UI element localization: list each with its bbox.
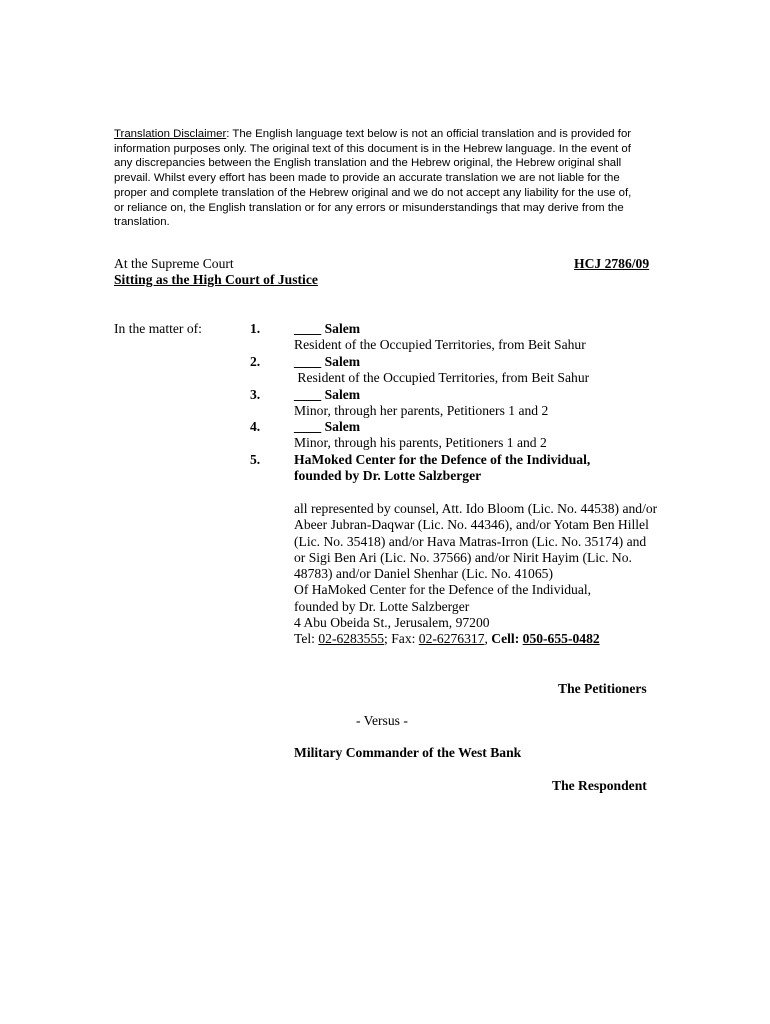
fax-label: ; Fax:: [384, 631, 419, 647]
petitioner-description: Resident of the Occupied Territories, from Beit Sahur: [294, 370, 590, 385]
petitioner-description: Resident of the Occupied Territories, from Beit Sahur: [294, 337, 586, 352]
petitioner-name: ____ Salem: [294, 387, 361, 402]
respondent-label: The Respondent: [552, 778, 647, 793]
disclaimer-text: : The English language text below is not an official translation and is provided for information purposes only. The original text of this document is in the Hebrew language. In the event of any discrepancies between the English translation and the Hebrew original, the Hebrew original shall prevail. Whilst every effort has been made to provide an accurate translation we are not liable for the proper and complete translation of the Hebrew original and we do not accept any liability for the use of, or reliance on, the English translation or for any errors or misunderstandings that may derive from the translation.: [114, 128, 632, 229]
petitioner-name: ____ Salem: [294, 321, 361, 336]
respondent-name: Military Commander of the West Bank: [294, 745, 522, 760]
petitioner-number: 5.: [250, 452, 261, 467]
court-sitting: Sitting as the High Court of Justice: [114, 272, 318, 287]
petitioner-name-continued: founded by Dr. Lotte Salzberger: [294, 468, 482, 483]
versus: - Versus -: [356, 713, 408, 728]
cell-number[interactable]: 050-655-0482: [522, 631, 600, 647]
matter-label: In the matter of:: [114, 321, 202, 336]
petitioners-label: The Petitioners: [558, 681, 647, 696]
counsel-org-line1: Of HaMoked Center for the Defence of the Individual,: [294, 582, 592, 598]
tel-number[interactable]: 02-6283555: [318, 631, 385, 647]
translation-disclaimer: [114, 127, 644, 230]
petitioner-number: 2.: [250, 354, 261, 369]
petitioner-name: ____ Salem: [294, 419, 361, 434]
petitioner-name: HaMoked Center for the Defence of the Individual,: [294, 452, 591, 467]
tel-label: Tel:: [294, 631, 319, 647]
petitioner-number: 3.: [250, 387, 261, 402]
counsel-text: all represented by counsel, Att. Ido Bloom (Lic. No. 44538) and/or Abeer Jubran-Daqwar (Lic. No. 44346), and/or Yotam Ben Hillel (Lic. No. 35418) and/or Hava Matras-Irron (Lic. No. 35174) and or Sigi Ben Ari (Lic. No. 37566) and/or Nirit Hayim (Lic. No. 48783) and/or Daniel Shenhar (Lic. No. 41065): [294, 501, 658, 582]
case-number: HCJ 2786/09: [574, 256, 650, 271]
cell-label: Cell:: [491, 631, 523, 647]
counsel-org-line2: founded by Dr. Lotte Salzberger: [294, 598, 470, 614]
disclaimer-label: Translation Disclaimer: [114, 128, 227, 140]
fax-number[interactable]: 02-6276317: [418, 631, 485, 647]
petitioner-description: Minor, through her parents, Petitioners 1 and 2: [294, 403, 549, 418]
petitioner-description: Minor, through his parents, Petitioners 1 and 2: [294, 435, 547, 450]
counsel-block: [294, 501, 660, 648]
court-name: At the Supreme Court: [114, 256, 234, 271]
petitioner-name: ____ Salem: [294, 354, 361, 369]
contact-separator: ,: [484, 631, 492, 647]
counsel-contact-line: [294, 631, 660, 647]
petitioner-number: 1.: [250, 321, 261, 336]
petitioner-number: 4.: [250, 419, 261, 434]
counsel-address: 4 Abu Obeida St., Jerusalem, 97200: [294, 615, 490, 631]
